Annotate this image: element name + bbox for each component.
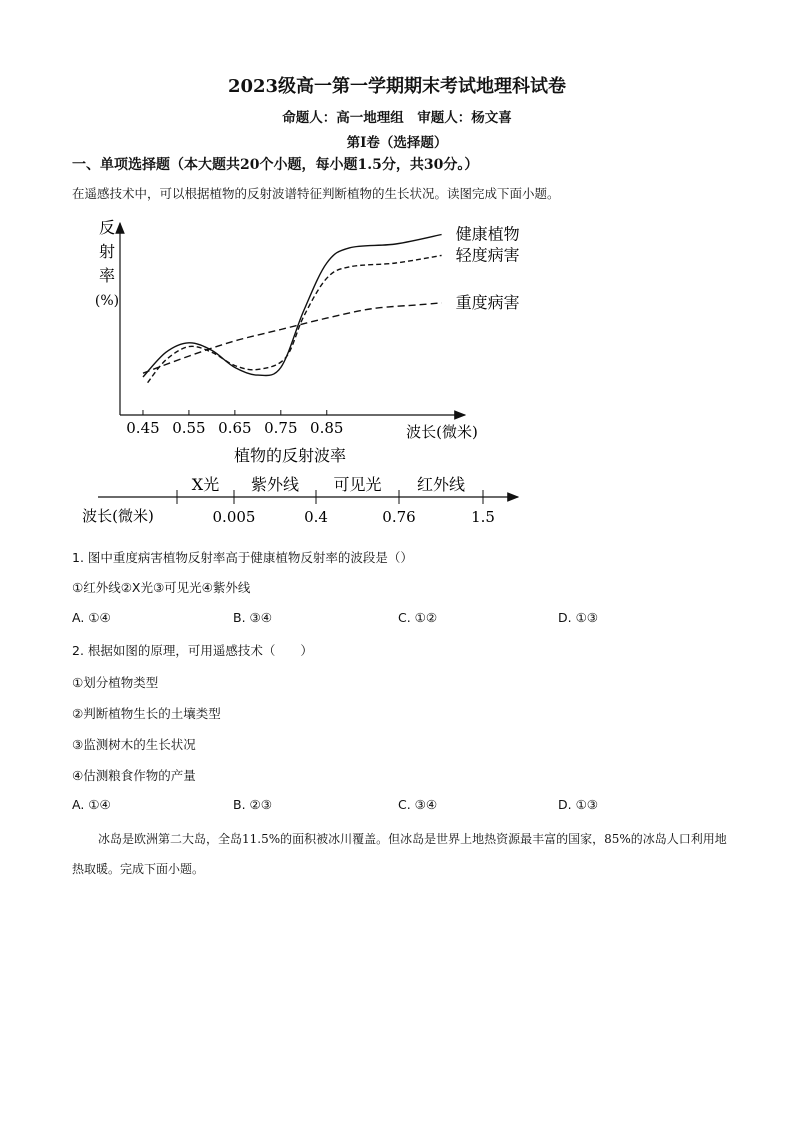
series-label: 重度病害 [455, 292, 520, 312]
answer-option[interactable]: D. ①③ [558, 797, 598, 812]
spectrum-band-label: 红外线 [416, 475, 466, 494]
series-label: 轻度病害 [455, 245, 520, 265]
x-tick-label: 0.75 [264, 419, 298, 437]
x-tick-label: 0.55 [172, 419, 206, 437]
x-tick-label: 0.45 [126, 419, 160, 437]
section-heading: 一、单项选择题（本大题共20个小题，每小题1.5分，共30分。） [72, 157, 479, 173]
exam-title: 2023级高一第一学期期末考试地理科试卷 [227, 76, 567, 97]
series-line [143, 235, 442, 378]
passage: 冰岛是欧洲第二大岛，全岛11.5%的面积被冰川覆盖。但冰岛是世界上地热资源最丰富的国家，85%的冰岛人口利用地热取暖。完成下面小题。 [72, 832, 727, 876]
volume-label: 第Ⅰ卷（选择题） [346, 135, 448, 151]
series-label: 健康植物 [455, 224, 520, 244]
question-stem: 2. 根据如图的原理，可用遥感技术（ ） [72, 643, 313, 658]
spectrum-tick-label: 1.5 [471, 508, 495, 526]
spectrum-band-label: 可见光 [333, 475, 382, 494]
question-item: ①划分植物类型 [72, 675, 159, 690]
answer-option[interactable]: D. ①③ [558, 610, 598, 625]
spectrum-band-label: 紫外线 [250, 475, 300, 494]
answer-option[interactable]: B. ③④ [233, 610, 272, 625]
answer-option[interactable]: B. ②③ [233, 797, 272, 812]
answer-option[interactable]: C. ①② [398, 610, 438, 625]
spectrum-axis-label: 波长(微米) [82, 507, 154, 525]
section-intro: 在遥感技术中，可以根据植物的反射波谱特征判断植物的生长状况。读图完成下面小题。 [72, 186, 560, 201]
spectrum-band-label: X光 [191, 475, 220, 494]
y-label-unit: (%) [94, 293, 120, 309]
series-line [148, 255, 442, 382]
reflectance-chart [60, 205, 540, 535]
answer-option[interactable]: A. ①④ [72, 610, 111, 625]
question-item: ①红外线②X光③可见光④紫外线 [72, 580, 251, 595]
question-item: ②判断植物生长的土壤类型 [72, 706, 221, 721]
answer-option[interactable]: C. ③④ [398, 797, 438, 812]
x-axis-label: 波长(微米) [406, 423, 478, 441]
spectrum-tick-label: 0.4 [304, 508, 328, 526]
exam-authors: 命题人：高一地理组 审题人：杨文喜 [282, 110, 512, 126]
spectrum-tick-label: 0.005 [212, 508, 256, 526]
y-label-char: 射 [98, 242, 116, 261]
x-tick-label: 0.85 [310, 419, 344, 437]
question-item: ③监测树木的生长状况 [72, 737, 196, 752]
question-stem: 1. 图中重度病害植物反射率高于健康植物反射率的波段是（） [72, 550, 413, 565]
chart-title: 植物的反射波率 [233, 446, 347, 465]
question-item: ④估测粮食作物的产量 [72, 768, 196, 783]
y-label-char: 反 [98, 218, 116, 237]
spectrum-tick-label: 0.76 [382, 508, 416, 526]
x-tick-label: 0.65 [218, 419, 252, 437]
series-line [143, 303, 442, 373]
y-label-char: 率 [98, 266, 116, 285]
answer-option[interactable]: A. ①④ [72, 797, 111, 812]
